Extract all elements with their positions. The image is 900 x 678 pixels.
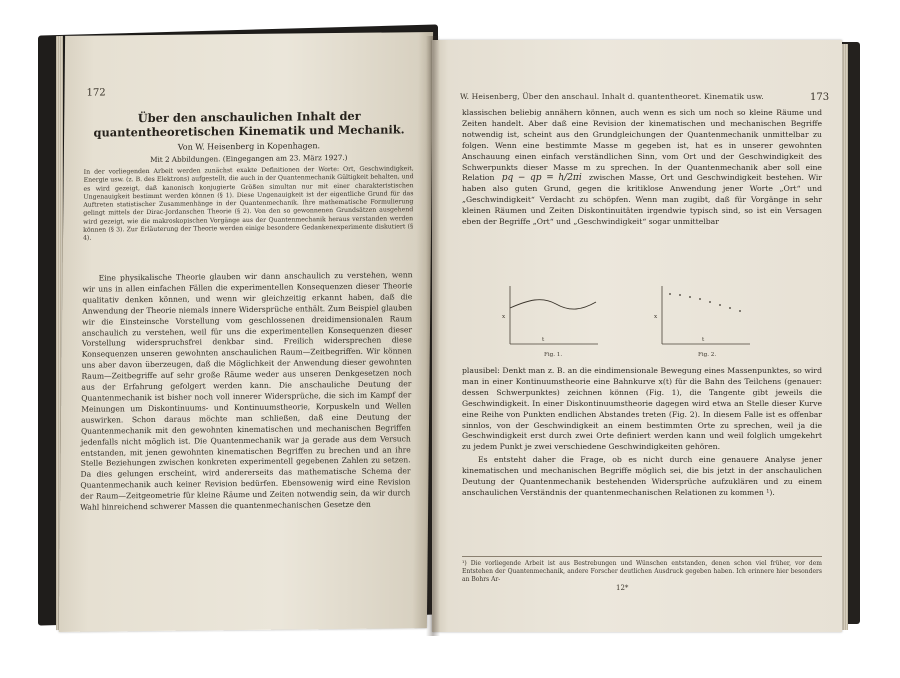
page-number-left: 172 <box>86 87 106 99</box>
body-text-right-top <box>462 108 822 228</box>
right-page <box>432 40 842 632</box>
page-edges-right <box>842 44 848 630</box>
left-page <box>59 32 433 632</box>
trajectory-points <box>669 293 741 312</box>
text-after-formula: zwischen Masse, Ort und Geschwindigkeit bestehen. Wir haben also guten Grund, gegen die kritiklose Anwendung jener Worte „Ort“ und „Geschwindigkeit“ Verdacht zu schöpfen. Wenn man zugibt, daß für Vorgänge in sehr kleinen Räumen und Zeiten Diskontinuitäten irgendwie typisch sind, so ist ein Versagen eben der Begriffe „Ort“ und „Geschwindigkeit“ sogar unmittelbar <box>462 173 822 227</box>
article-title: Über den anschaulichen Inhalt der quantentheoretischen Kinematik und Mechanik. <box>93 108 405 140</box>
fig2-caption: Fig. 2. <box>698 352 717 358</box>
text-before-formula: klassischen beliebig annähern können, auch wenn es sich um noch so kleine Räume und Zeiten handelt. Aber daß eine Revision der kinematischen und mechanischen Begriffe notwendig ist, scheint aus den Grundgleichungen der Quantenmechanik unmittelbar zu folgen. Wenn eine bestimmte Masse m gegeben ist, hat es in unserer gewohnten Anschauung einen einfach verständlichen Sinn, vom Ort und der Geschwindigkeit des Schwerpunkts dieser Masse m zu sprechen. In der Quantenmechanik aber soll eine Relation <box>462 108 822 183</box>
figure-2 <box>654 286 750 358</box>
footnote: ¹) Die vorliegende Arbeit ist aus Bestrebungen und Wünschen entstanden, denen schon viel früher, vor dem Entstehen der Quantenmechanik, andere Forscher deutlichen Ausdruck gegeben haben. Ich erinnere hier besonders an Bohrs Ar- <box>462 556 822 584</box>
paragraph-plausibel: plausibel: Denkt man z. B. an die eindimensionale Bewegung eines Massenpunktes, so wird man in einer Kontinuumstheorie eine Bahnkurve x(t) für die Bahn des Teilchens (genauer: dessen Schwerpunktes) zeichnen können (Fig. 1), die Tangente gibt jeweils die Geschwindigkeit. In einer Diskontinuumstheorie dagegen wird etwa an Stelle dieser Kurve eine Reihe von Punkten endlichen Abstandes treten (Fig. 2). In diesem Falle ist es offenbar sinnlos, von der Geschwindigkeit an einem bestimmten Orte zu sprechen, weil ja die Geschwindigkeit erst durch zwei Orte definiert werden kann und weil folglich umgekehrt zu jedem Punkt je zwei verschiedene Geschwindigkeiten gehören. <box>462 366 822 452</box>
paragraph-frage: Es entsteht daher die Frage, ob es nicht durch eine genauere Analyse jener kinematischen und mechanischen Begriffe möglich sei, die bis jetzt in der anschaulichen Deutung der Quantenmechanik bestehenden Widersprüche aufzuklären und zu einem anschaulichen Verständnis der quantenmechanischen Relationen zu kommen ¹). <box>462 455 822 497</box>
signature-mark: 12* <box>616 584 629 592</box>
body-text-right-bottom <box>462 366 822 499</box>
abstract: In der vorliegenden Arbeit werden zunächst exakte Definitionen der Worte: Ort, Geschwindigkeit, Energie usw. (z. B. des Elektrons) aufgestellt, die auch in der Quantenmechanik Gültigkeit behalten, und es wird gezeigt, daß kanonisch konjugierte Größen simultan nur mit einer charakteristischen Ungenauigkeit bestimmt werden können (§ 1). Diese Ungenauigkeit ist der eigentliche Grund für das Auftreten statistischer Zusammenhänge in der Quantenmechanik. Ihre mathematische Formulierung gelingt mittels der Dirac-Jordanschen Theorie (§ 2). Von den so gewonnenen Grundsätzen ausgehend wird gezeigt, wie die makroskopischen Vorgänge aus der Quantenmechanik heraus verstanden werden können (§ 3). Zur Erläuterung der Theorie werden einige besondere Gedankenexperimente diskutiert (§ 4). <box>82 165 414 243</box>
figures <box>502 284 802 362</box>
fig2-axis-x: x <box>654 314 658 320</box>
fig1-caption: Fig. 1. <box>544 352 563 358</box>
fig1-axis-x: x <box>502 314 506 320</box>
formula: pq − qp = h/2πi <box>501 173 582 184</box>
fig1-axis-t: t <box>542 337 545 343</box>
fig2-axis-t: t <box>702 337 705 343</box>
received-line: Mit 2 Abbildungen. (Eingegangen am 23. März 1927.) <box>150 152 348 164</box>
figure-1 <box>502 286 598 358</box>
page-number-right: 173 <box>810 92 830 103</box>
book-gutter <box>426 36 440 636</box>
body-text-left: Eine physikalische Theorie glauben wir dann anschaulich zu verstehen, wenn wir uns in allen einfachen Fällen die experimentellen Konsequenzen dieser Theorie qualitativ denken können, und wenn wir gleichzeitig erkannt haben, daß die Anwendung der Theorie niemals innere Widersprüche enthält. Zum Beispiel glauben wir die Einsteinsche Vorstellung vom geschlossenen dreidimensionalen Raum anschaulich zu verstehen, weil für uns die experimentellen Konsequenzen dieser Vorstellung widerspruchsfrei denkbar sind. Freilich widersprechen diese Konsequenzen unseren gewohnten anschaulichen Raum—Zeitbegriffen. Wir können uns aber davon überzeugen, daß die Möglichkeit der Anwendung dieser gewohnten Raum—Zeitbegriffe auf sehr große Räume weder aus unseren Denkgesetzen noch aus der Erfahrung gefolgert werden kann. Die anschauliche Deutung der Quantenmechanik ist bisher noch voll innerer Widersprüche, die sich im Kampf der Meinungen um Diskontinuums- und Kontinuumstheorie, Korpuskeln und Wellen auswirken. Schon daraus möchte man schließen, daß eine Deutung der Quantenmechanik mit den gewohnten kinematischen und mechanischen Begriffen jedenfalls nicht möglich ist. Die Quantenmechanik war ja gerade aus dem Versuch entstanden, mit jenen gewohnten kinematischen Begriffen zu brechen und an ihre Stelle Beziehungen zwischen konkreten experimentell gegebenen Zahlen zu setzen. Da dies gelungen erscheint, wird andererseits das mathematische Schema der Quantenmechanik auch keiner Revision bedürfen. Ebensowenig wird eine Revision der Raum—Zeitgeometrie für kleine Räume und Zeiten notwendig sein, da wir durch Wahl hinreichend schwerer Massen die quantenmechanischen Gesetze den <box>80 270 413 512</box>
author-line: Von W. Heisenberg in Kopenhagen. <box>177 141 321 152</box>
running-head: W. Heisenberg, Über den anschaul. Inhalt d. quantentheoret. Kinematik usw. <box>460 92 764 101</box>
trajectory-curve <box>510 300 596 309</box>
